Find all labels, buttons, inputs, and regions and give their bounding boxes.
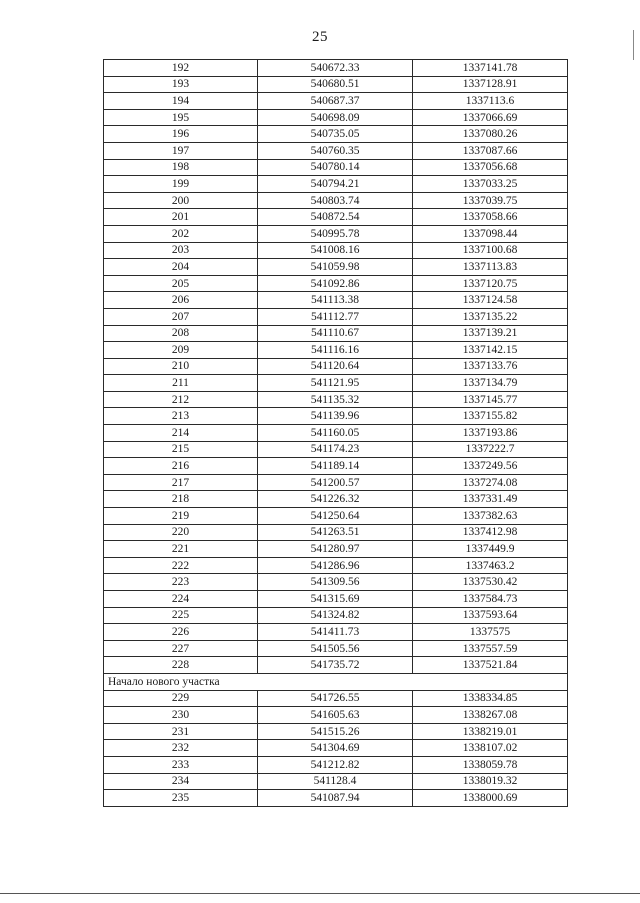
table-row [104, 557, 568, 574]
point-number-cell: 221 [104, 541, 258, 558]
section-label: Начало нового участка [104, 673, 568, 690]
point-number-cell: 217 [104, 474, 258, 491]
y-coordinate-cell: 1337080.26 [413, 126, 568, 143]
y-coordinate-cell: 1337098.44 [413, 225, 568, 242]
x-coordinate-cell: 541120.64 [258, 358, 413, 375]
table-row [104, 541, 568, 558]
y-coordinate-cell: 1337113.6 [413, 93, 568, 110]
table-row [104, 225, 568, 242]
point-number-cell: 225 [104, 607, 258, 624]
point-number-cell: 195 [104, 109, 258, 126]
table-row [104, 259, 568, 276]
y-coordinate-cell: 1337521.84 [413, 657, 568, 674]
point-number-cell: 202 [104, 225, 258, 242]
table-row [104, 624, 568, 641]
y-coordinate-cell: 1337593.64 [413, 607, 568, 624]
x-coordinate-cell: 541515.26 [258, 723, 413, 740]
y-coordinate-cell: 1337142.15 [413, 342, 568, 359]
x-coordinate-cell: 541160.05 [258, 425, 413, 442]
point-number-cell: 193 [104, 76, 258, 93]
point-number-cell: 226 [104, 624, 258, 641]
y-coordinate-cell: 1337382.63 [413, 508, 568, 525]
table-row [104, 358, 568, 375]
y-coordinate-cell: 1337058.66 [413, 209, 568, 226]
table-row [104, 192, 568, 209]
y-coordinate-cell: 1337056.68 [413, 159, 568, 176]
point-number-cell: 205 [104, 275, 258, 292]
y-coordinate-cell: 1337120.75 [413, 275, 568, 292]
table-row [104, 773, 568, 790]
point-number-cell: 230 [104, 707, 258, 724]
table-row [104, 342, 568, 359]
y-coordinate-cell: 1337139.21 [413, 325, 568, 342]
point-number-cell: 194 [104, 93, 258, 110]
table-row [104, 408, 568, 425]
x-coordinate-cell: 541605.63 [258, 707, 413, 724]
x-coordinate-cell: 541280.97 [258, 541, 413, 558]
y-coordinate-cell: 1337128.91 [413, 76, 568, 93]
x-coordinate-cell: 541505.56 [258, 640, 413, 657]
y-coordinate-cell: 1337575 [413, 624, 568, 641]
y-coordinate-cell: 1337113.83 [413, 259, 568, 276]
point-number-cell: 220 [104, 524, 258, 541]
y-coordinate-cell: 1337087.66 [413, 142, 568, 159]
x-coordinate-cell: 540680.51 [258, 76, 413, 93]
point-number-cell: 222 [104, 557, 258, 574]
point-number-cell: 203 [104, 242, 258, 259]
point-number-cell: 227 [104, 640, 258, 657]
x-coordinate-cell: 541174.23 [258, 441, 413, 458]
point-number-cell: 206 [104, 292, 258, 309]
table-row [104, 508, 568, 525]
point-number-cell: 201 [104, 209, 258, 226]
y-coordinate-cell: 1338334.85 [413, 690, 568, 707]
point-number-cell: 197 [104, 142, 258, 159]
x-coordinate-cell: 541200.57 [258, 474, 413, 491]
x-coordinate-cell: 541092.86 [258, 275, 413, 292]
table-row [104, 640, 568, 657]
table-row [104, 109, 568, 126]
y-coordinate-cell: 1337584.73 [413, 591, 568, 608]
y-coordinate-cell: 1337449.9 [413, 541, 568, 558]
table-row [104, 76, 568, 93]
table-row [104, 391, 568, 408]
x-coordinate-cell: 540735.05 [258, 126, 413, 143]
point-number-cell: 211 [104, 375, 258, 392]
y-coordinate-cell: 1337133.76 [413, 358, 568, 375]
y-coordinate-cell: 1337331.49 [413, 491, 568, 508]
x-coordinate-cell: 541286.96 [258, 557, 413, 574]
x-coordinate-cell: 541226.32 [258, 491, 413, 508]
y-coordinate-cell: 1337145.77 [413, 391, 568, 408]
x-coordinate-cell: 541212.82 [258, 756, 413, 773]
table-row [104, 458, 568, 475]
table-row [104, 159, 568, 176]
x-coordinate-cell: 540687.37 [258, 93, 413, 110]
y-coordinate-cell: 1337222.7 [413, 441, 568, 458]
table-row [104, 441, 568, 458]
point-number-cell: 199 [104, 176, 258, 193]
table-row [104, 524, 568, 541]
page-number: 25 [312, 29, 328, 45]
table-row [104, 325, 568, 342]
point-number-cell: 213 [104, 408, 258, 425]
x-coordinate-cell: 540672.33 [258, 60, 413, 77]
x-coordinate-cell: 541250.64 [258, 508, 413, 525]
point-number-cell: 214 [104, 425, 258, 442]
point-number-cell: 204 [104, 259, 258, 276]
table-row [104, 242, 568, 259]
x-coordinate-cell: 540698.09 [258, 109, 413, 126]
y-coordinate-cell: 1337100.68 [413, 242, 568, 259]
y-coordinate-cell: 1338019.32 [413, 773, 568, 790]
scan-edge-mark [633, 30, 634, 60]
y-coordinate-cell: 1337039.75 [413, 192, 568, 209]
point-number-cell: 223 [104, 574, 258, 591]
x-coordinate-cell: 541315.69 [258, 591, 413, 608]
x-coordinate-cell: 541110.67 [258, 325, 413, 342]
table-row [104, 275, 568, 292]
x-coordinate-cell: 541116.16 [258, 342, 413, 359]
table-row [104, 209, 568, 226]
point-number-cell: 234 [104, 773, 258, 790]
point-number-cell: 233 [104, 756, 258, 773]
coordinates-table-body [104, 60, 568, 807]
point-number-cell: 212 [104, 391, 258, 408]
x-coordinate-cell: 541263.51 [258, 524, 413, 541]
table-row [104, 176, 568, 193]
point-number-cell: 210 [104, 358, 258, 375]
point-number-cell: 215 [104, 441, 258, 458]
x-coordinate-cell: 541304.69 [258, 740, 413, 757]
x-coordinate-cell: 541059.98 [258, 259, 413, 276]
y-coordinate-cell: 1337124.58 [413, 292, 568, 309]
point-number-cell: 235 [104, 790, 258, 807]
x-coordinate-cell: 541135.32 [258, 391, 413, 408]
y-coordinate-cell: 1337249.56 [413, 458, 568, 475]
y-coordinate-cell: 1337135.22 [413, 308, 568, 325]
table-row [104, 690, 568, 707]
x-coordinate-cell: 541735.72 [258, 657, 413, 674]
table-row [104, 790, 568, 807]
y-coordinate-cell: 1338059.78 [413, 756, 568, 773]
point-number-cell: 196 [104, 126, 258, 143]
y-coordinate-cell: 1337141.78 [413, 60, 568, 77]
x-coordinate-cell: 541139.96 [258, 408, 413, 425]
y-coordinate-cell: 1338267.08 [413, 707, 568, 724]
x-coordinate-cell: 541008.16 [258, 242, 413, 259]
y-coordinate-cell: 1337530.42 [413, 574, 568, 591]
y-coordinate-cell: 1337412.98 [413, 524, 568, 541]
table-row [104, 756, 568, 773]
point-number-cell: 200 [104, 192, 258, 209]
bottom-edge-line [0, 893, 640, 894]
table-row [104, 491, 568, 508]
coordinates-table [103, 59, 568, 807]
point-number-cell: 231 [104, 723, 258, 740]
x-coordinate-cell: 541411.73 [258, 624, 413, 641]
x-coordinate-cell: 540760.35 [258, 142, 413, 159]
x-coordinate-cell: 540803.74 [258, 192, 413, 209]
table-row [104, 292, 568, 309]
y-coordinate-cell: 1338107.02 [413, 740, 568, 757]
point-number-cell: 232 [104, 740, 258, 757]
y-coordinate-cell: 1337066.69 [413, 109, 568, 126]
point-number-cell: 192 [104, 60, 258, 77]
table-row [104, 707, 568, 724]
y-coordinate-cell: 1338000.69 [413, 790, 568, 807]
point-number-cell: 218 [104, 491, 258, 508]
point-number-cell: 216 [104, 458, 258, 475]
x-coordinate-cell: 540872.54 [258, 209, 413, 226]
y-coordinate-cell: 1337033.25 [413, 176, 568, 193]
table-row [104, 93, 568, 110]
table-row [104, 740, 568, 757]
y-coordinate-cell: 1338219.01 [413, 723, 568, 740]
x-coordinate-cell: 541121.95 [258, 375, 413, 392]
table-row [104, 591, 568, 608]
x-coordinate-cell: 540794.21 [258, 176, 413, 193]
x-coordinate-cell: 541726.55 [258, 690, 413, 707]
x-coordinate-cell: 541128.4 [258, 773, 413, 790]
x-coordinate-cell: 541113.38 [258, 292, 413, 309]
table-row [104, 375, 568, 392]
y-coordinate-cell: 1337155.82 [413, 408, 568, 425]
point-number-cell: 228 [104, 657, 258, 674]
section-row [104, 673, 568, 690]
point-number-cell: 208 [104, 325, 258, 342]
x-coordinate-cell: 541309.56 [258, 574, 413, 591]
point-number-cell: 224 [104, 591, 258, 608]
table-row [104, 474, 568, 491]
x-coordinate-cell: 540780.14 [258, 159, 413, 176]
x-coordinate-cell: 540995.78 [258, 225, 413, 242]
point-number-cell: 219 [104, 508, 258, 525]
table-row [104, 657, 568, 674]
x-coordinate-cell: 541112.77 [258, 308, 413, 325]
table-row [104, 723, 568, 740]
x-coordinate-cell: 541087.94 [258, 790, 413, 807]
point-number-cell: 229 [104, 690, 258, 707]
table-row [104, 425, 568, 442]
point-number-cell: 207 [104, 308, 258, 325]
table-row [104, 142, 568, 159]
point-number-cell: 198 [104, 159, 258, 176]
table-row [104, 126, 568, 143]
point-number-cell: 209 [104, 342, 258, 359]
y-coordinate-cell: 1337557.59 [413, 640, 568, 657]
x-coordinate-cell: 541324.82 [258, 607, 413, 624]
y-coordinate-cell: 1337134.79 [413, 375, 568, 392]
table-row [104, 308, 568, 325]
x-coordinate-cell: 541189.14 [258, 458, 413, 475]
table-row [104, 574, 568, 591]
y-coordinate-cell: 1337193.86 [413, 425, 568, 442]
y-coordinate-cell: 1337463.2 [413, 557, 568, 574]
table-row [104, 607, 568, 624]
y-coordinate-cell: 1337274.08 [413, 474, 568, 491]
table-row [104, 60, 568, 77]
